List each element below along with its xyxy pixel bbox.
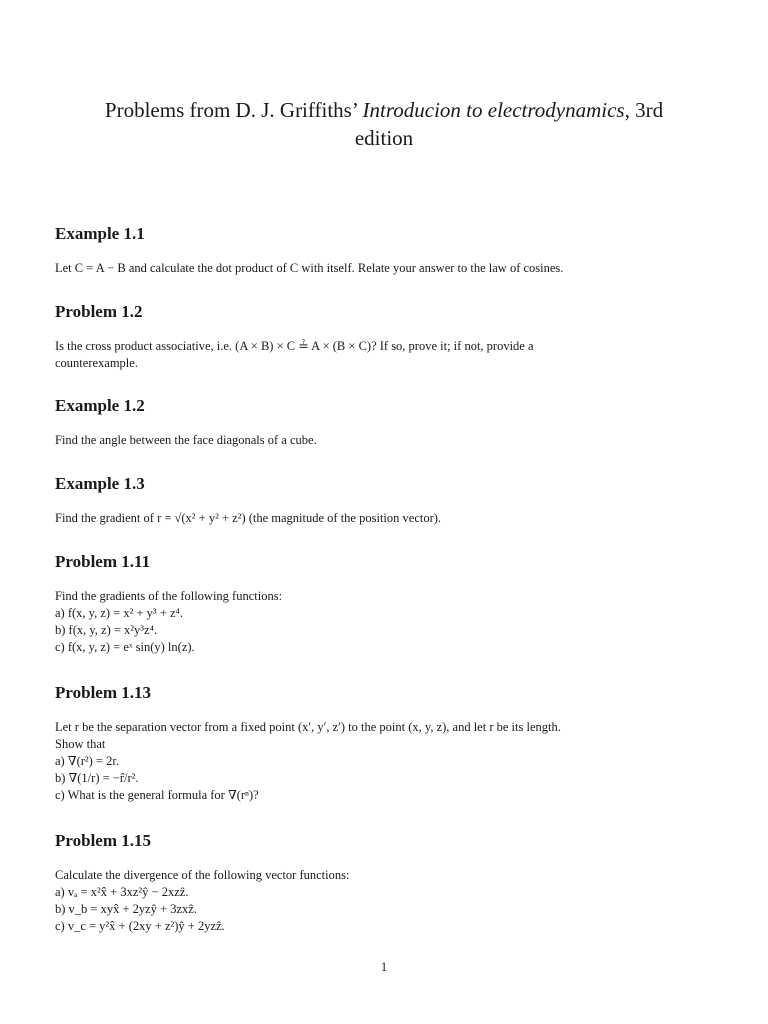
page-number: 1	[380, 960, 388, 974]
section-line: Let r be the separation vector from a fixed point (x′, y′, z′) to the point (x, y, z), and let r be its length.	[55, 720, 561, 734]
section-problem-1-13	[55, 683, 715, 804]
section-heading: Example 1.2	[55, 396, 145, 415]
section-line: a) f(x, y, z) = x² + y³ + z⁴.	[55, 606, 183, 620]
section-problem-1-15	[55, 831, 715, 935]
section-heading: Problem 1.15	[55, 831, 152, 850]
section-line: Calculate the divergence of the following vector functions:	[55, 868, 350, 882]
section-body	[55, 338, 715, 372]
section-line: Show that	[55, 737, 106, 751]
section-problem-1-11	[55, 552, 715, 656]
section-example-1-3	[55, 474, 715, 527]
document-title	[60, 96, 708, 152]
section-line: c) v_c = y²x̂ + (2xy + z²)ŷ + 2yzẑ.	[55, 919, 225, 933]
section-line: a) ∇(r²) = 2r.	[55, 754, 119, 768]
section-example-1-1	[55, 224, 715, 277]
section-body	[55, 432, 715, 449]
title-line2: edition	[354, 126, 414, 150]
section-heading: Example 1.1	[55, 224, 145, 243]
section-line: b) f(x, y, z) = x²y³z⁴.	[55, 623, 158, 637]
section-heading: Example 1.3	[55, 474, 145, 493]
title-prefix: Problems from D. J. Griffiths’	[104, 98, 363, 122]
section-line: Is the cross product associative, i.e. (A × B) × C ≟ A × (B × C)? If so, prove it; if not, provide a	[55, 339, 534, 353]
section-line: c) f(x, y, z) = eˣ sin(y) ln(z).	[55, 640, 195, 654]
section-problem-1-2	[55, 302, 715, 372]
section-line: Find the gradients of the following functions:	[55, 589, 283, 603]
section-example-1-2	[55, 396, 715, 449]
section-line: b) ∇(1/r) = −r̂/r².	[55, 771, 139, 785]
section-body	[55, 719, 715, 804]
section-line: b) v_b = xyx̂ + 2yzŷ + 3zxẑ.	[55, 902, 197, 916]
section-heading: Problem 1.13	[55, 683, 152, 702]
section-line: Let C = A − B and calculate the dot product of C with itself. Relate your answer to the law of cosines.	[55, 261, 564, 275]
section-heading: Problem 1.2	[55, 302, 143, 321]
title-suffix: , 3rd	[624, 98, 664, 122]
section-line: Find the angle between the face diagonals of a cube.	[55, 433, 317, 447]
section-body	[55, 867, 715, 935]
section-body	[55, 588, 715, 656]
section-body	[55, 510, 715, 527]
section-line: counterexample.	[55, 356, 138, 370]
section-heading: Problem 1.11	[55, 552, 151, 571]
section-line: Find the gradient of r = √(x² + y² + z²) (the magnitude of the position vector).	[55, 511, 442, 525]
section-line: a) vₐ = x²x̂ + 3xz²ŷ − 2xzẑ.	[55, 885, 189, 899]
section-body	[55, 260, 715, 277]
title-book: Introducion to electrodynamics	[362, 98, 625, 122]
section-line: c) What is the general formula for ∇(rⁿ)?	[55, 788, 259, 802]
